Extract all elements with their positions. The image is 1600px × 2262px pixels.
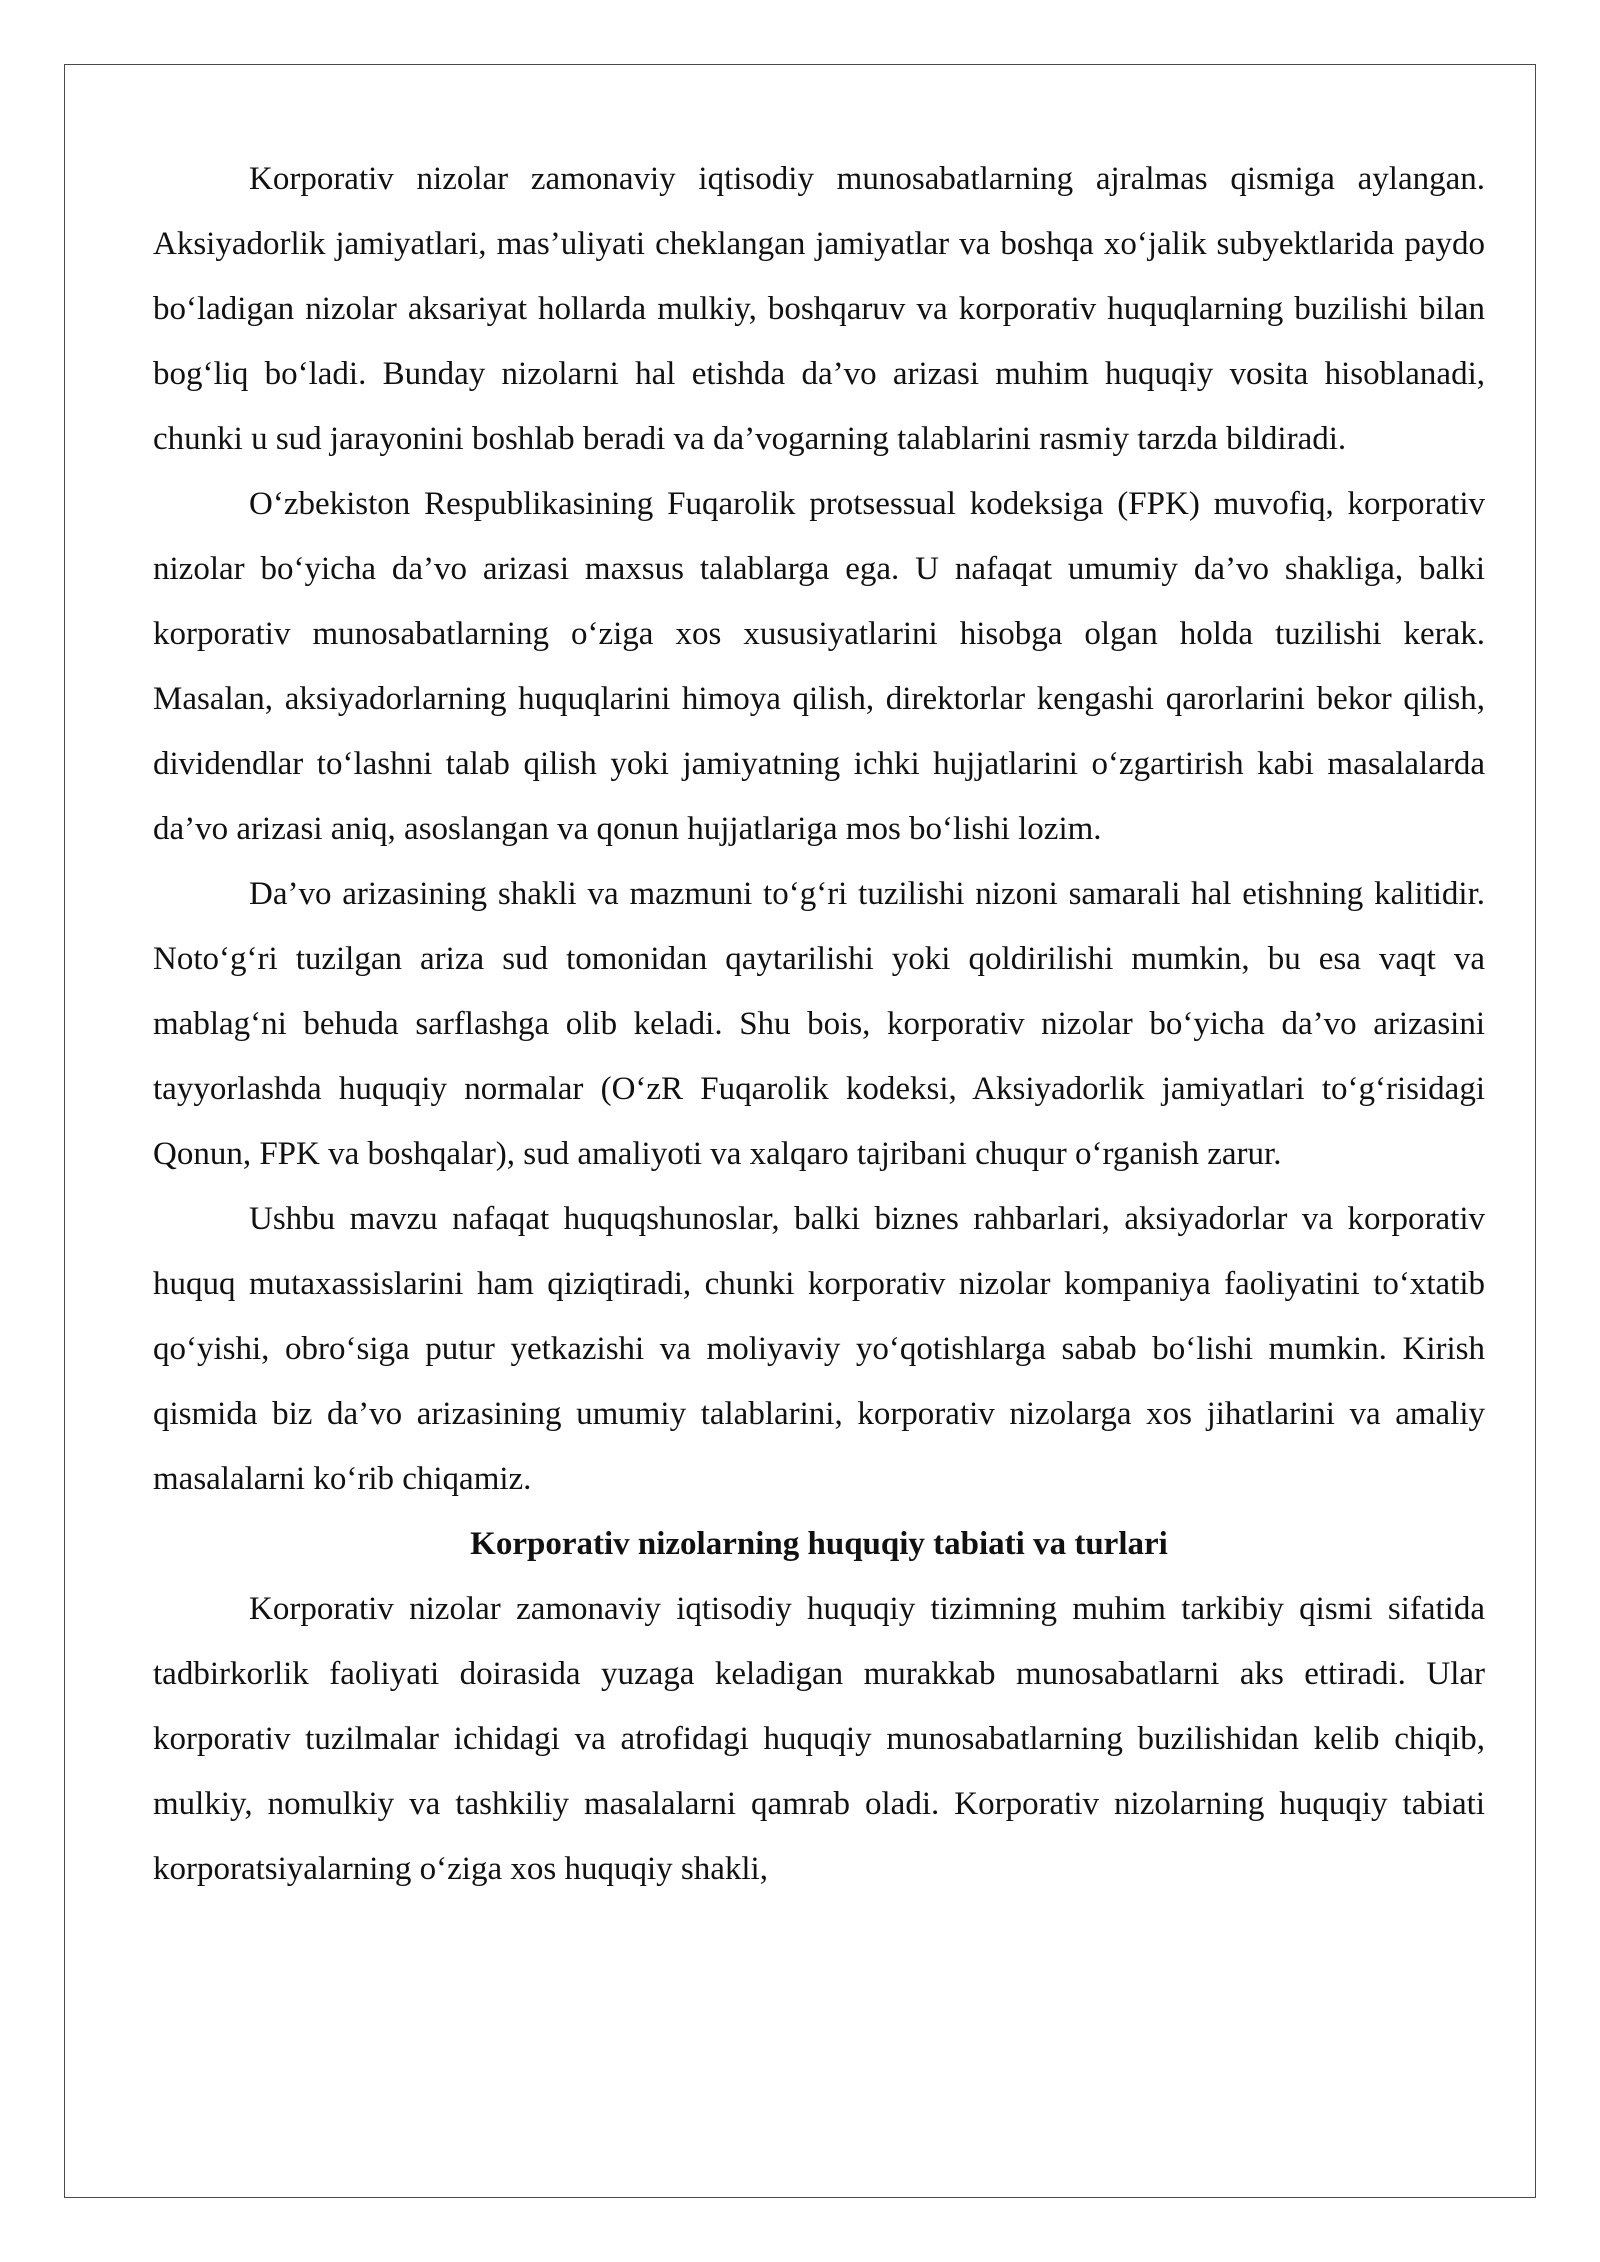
paragraph-intro-1: Korporativ nizolar zamonaviy iqtisodiy munosabatlarning ajralmas qismiga aylangan. Aksiyadorlik jamiyatlari, mas’uliyati cheklangan jamiyatlar va boshqa xo‘jalik subyektlarida paydo bo‘ladigan nizolar aksariyat hollarda mulkiy, boshqaruv va korporativ huquqlarning buzilishi bilan bog‘liq bo‘ladi. Bunday nizolarni hal etishda da’vo arizasi muhim huquqiy vosita hisoblanadi, chunki u sud jarayonini boshlab beradi va da’vogarning talablarini rasmiy tarzda bildiradi. (153, 161, 1485, 457)
paragraph-intro-3: Da’vo arizasining shakli va mazmuni to‘g‘ri tuzilishi nizoni samarali hal etishning kalitidir. Noto‘g‘ri tuzilgan ariza sud tomonidan qaytarilishi yoki qoldirilishi mumkin, bu esa vaqt va mablag‘ni behuda sarflashga olib keladi. Shu bois, korporativ nizolar bo‘yicha da’vo arizasini tayyorlashda huquqiy normalar (O‘zR Fuqarolik kodeksi, Aksiyadorlik jamiyatlari to‘g‘risidagi Qonun, FPK va boshqalar), sud amaliyoti va xalqaro tajribani chuqur o‘rganish zarur. (153, 876, 1485, 1172)
paragraph-intro-2: O‘zbekiston Respublikasining Fuqarolik protsessual kodeksiga (FPK) muvofiq, korporativ nizolar bo‘yicha da’vo arizasi maxsus talablarga ega. U nafaqat umumiy da’vo shakliga, balki korporativ munosabatlarning o‘ziga xos xususiyatlarini hisobga olgan holda tuzilishi kerak. Masalan, aksiyadorlarning huquqlarini himoya qilish, direktorlar kengashi qarorlarini bekor qilish, dividendlar to‘lashni talab qilish yoki jamiyatning ichki hujjatlarini o‘zgartirish kabi masalalarda da’vo arizasi aniq, asoslangan va qonun hujjatlariga mos bo‘lishi lozim. (153, 486, 1485, 847)
document-body (153, 147, 1485, 1902)
paragraph-intro-4: Ushbu mavzu nafaqat huquqshunoslar, balki biznes rahbarlari, aksiyadorlar va korporativ huquq mutaxassislarini ham qiziqtiradi, chunki korporativ nizolar kompaniya faoliyatini to‘xtatib qo‘yishi, obro‘siga putur yetkazishi va moliyaviy yo‘qotishlarga sabab bo‘lishi mumkin. Kirish qismida biz da’vo arizasining umumiy talablarini, korporativ nizolarga xos jihatlarini va amaliy masalalarni ko‘rib chiqamiz. (153, 1201, 1485, 1497)
section-heading: Korporativ nizolarning huquqiy tabiati va turlari (470, 1526, 1168, 1562)
paragraph-section-1: Korporativ nizolar zamonaviy iqtisodiy huquqiy tizimning muhim tarkibiy qismi sifatida tadbirkorlik faoliyati doirasida yuzaga keladigan murakkab munosabatlarni aks ettiradi. Ular korporativ tuzilmalar ichidagi va atrofidagi huquqiy munosabatlarning buzilishidan kelib chiqib, mulkiy, nomulkiy va tashkiliy masalalarni qamrab oladi. Korporativ nizolarning huquqiy tabiati korporatsiyalarning o‘ziga xos huquqiy shakli, (153, 1591, 1485, 1887)
